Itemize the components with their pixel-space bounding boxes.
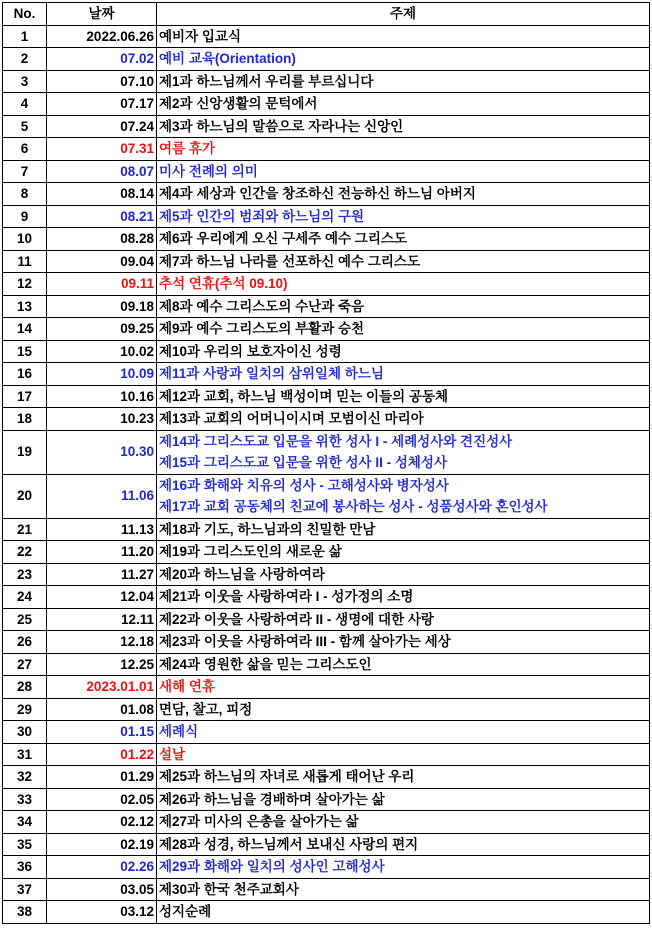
topic-text: 제26과 하느님을 경배하며 살아가는 삶 [159, 791, 385, 807]
table-row [3, 318, 650, 341]
topic-text: 제15과 그리스도교 입문을 위한 성사 II - 성체성사 [159, 455, 448, 470]
row-date: 2023.01.01 [47, 676, 157, 699]
topic-text: 예비 교육(Orientation) [159, 51, 296, 66]
row-number: 24 [3, 586, 47, 609]
row-topic [157, 698, 650, 721]
row-number: 35 [3, 833, 47, 856]
row-topic [157, 586, 650, 609]
row-date: 03.12 [47, 901, 157, 924]
row-number: 30 [3, 721, 47, 744]
row-topic [157, 563, 650, 586]
row-topic [157, 901, 650, 924]
row-topic [157, 653, 650, 676]
row-date: 07.17 [47, 93, 157, 116]
table-row [3, 273, 650, 296]
header-topic: 주제 [157, 3, 650, 26]
row-number: 22 [3, 541, 47, 564]
row-number: 33 [3, 788, 47, 811]
table-row [3, 541, 650, 564]
topic-text: 제19과 그리스도인의 새로운 삶 [159, 544, 342, 559]
row-number: 3 [3, 70, 47, 93]
row-number: 37 [3, 878, 47, 901]
table-row [3, 518, 650, 541]
row-number: 4 [3, 93, 47, 116]
table-row [3, 698, 650, 721]
header-row [3, 3, 650, 26]
row-number: 19 [3, 430, 47, 474]
table-row [3, 250, 650, 273]
table-row [3, 205, 650, 228]
row-number: 23 [3, 563, 47, 586]
row-date: 11.06 [47, 474, 157, 518]
row-topic [157, 115, 650, 138]
row-date: 2022.06.26 [47, 25, 157, 48]
row-number: 32 [3, 766, 47, 789]
row-topic [157, 273, 650, 296]
row-topic [157, 295, 650, 318]
row-topic [157, 833, 650, 856]
row-date: 02.26 [47, 856, 157, 879]
row-number: 12 [3, 273, 47, 296]
row-date: 07.10 [47, 70, 157, 93]
row-date: 08.07 [47, 160, 157, 183]
topic-text: 제21과 이웃을 사랑하여라 I - 성가정의 소명 [159, 589, 414, 604]
table-row [3, 430, 650, 474]
row-date: 01.22 [47, 743, 157, 766]
topic-text: 제14과 그리스도교 입문을 위한 성사 I - 세례성사와 견진성사 [159, 433, 513, 449]
row-date: 12.25 [47, 653, 157, 676]
row-date: 09.04 [47, 250, 157, 273]
row-topic [157, 766, 650, 789]
topic-text: 제29과 화해와 일치의 성사인 고해성사 [159, 859, 385, 874]
row-topic [157, 541, 650, 564]
row-number: 7 [3, 160, 47, 183]
row-topic [157, 608, 650, 631]
row-date: 02.19 [47, 833, 157, 856]
row-topic [157, 48, 650, 71]
row-date: 11.20 [47, 541, 157, 564]
row-date: 11.27 [47, 563, 157, 586]
row-topic [157, 474, 650, 518]
topic-text: 새해 연휴 [159, 679, 215, 694]
row-number: 10 [3, 228, 47, 251]
topic-text: 미사 전례의 의미 [159, 163, 258, 179]
row-topic [157, 721, 650, 744]
table-row [3, 721, 650, 744]
row-number: 20 [3, 474, 47, 518]
schedule-rows [3, 25, 650, 923]
row-date: 10.02 [47, 340, 157, 363]
row-number: 2 [3, 48, 47, 71]
row-number: 14 [3, 318, 47, 341]
table-row [3, 586, 650, 609]
topic-text: 제7과 하느님 나라를 선포하신 예수 그리스도 [159, 253, 420, 269]
row-topic [157, 340, 650, 363]
table-row [3, 901, 650, 924]
topic-text: 제16과 화해와 치유의 성사 - 고해성사와 병자성사 [159, 477, 449, 493]
table-row [3, 878, 650, 901]
topic-text: 설날 [159, 746, 186, 762]
row-date: 07.24 [47, 115, 157, 138]
table-row [3, 766, 650, 789]
row-number: 29 [3, 698, 47, 721]
topic-text: 제17과 교회 공동체의 친교에 봉사하는 성사 - 성품성사와 혼인성사 [159, 499, 548, 514]
row-topic [157, 183, 650, 206]
table-row [3, 70, 650, 93]
table-row [3, 295, 650, 318]
row-number: 28 [3, 676, 47, 699]
row-topic [157, 70, 650, 93]
topic-text: 제1과 하느님께서 우리를 부르십니다 [159, 73, 374, 89]
table-row [3, 563, 650, 586]
topic-text: 제4과 세상과 인간을 창조하신 전능하신 하느님 아버지 [159, 186, 476, 201]
row-date: 01.08 [47, 698, 157, 721]
table-row [3, 138, 650, 161]
row-number: 21 [3, 518, 47, 541]
topic-text: 제6과 우리에게 오신 구세주 예수 그리스도 [159, 231, 407, 246]
topic-text: 제11과 사랑과 일치의 삼위일체 하느님 [159, 366, 384, 381]
table-row [3, 833, 650, 856]
row-topic [157, 676, 650, 699]
table-row [3, 676, 650, 699]
topic-text: 성지순례 [159, 904, 212, 919]
row-number: 36 [3, 856, 47, 879]
row-topic [157, 228, 650, 251]
row-number: 9 [3, 205, 47, 228]
topic-text: 제22과 이웃을 사랑하여라 II - 생명에 대한 사랑 [159, 611, 434, 627]
row-topic [157, 363, 650, 386]
row-topic [157, 811, 650, 834]
table-row [3, 856, 650, 879]
row-date: 01.29 [47, 766, 157, 789]
topic-text: 제18과 기도, 하느님과의 친밀한 만남 [159, 521, 376, 537]
row-number: 6 [3, 138, 47, 161]
table-row [3, 340, 650, 363]
table-row [3, 160, 650, 183]
topic-text: 제27과 미사의 은총을 살아가는 삶 [159, 814, 359, 829]
row-date: 01.15 [47, 721, 157, 744]
row-topic [157, 250, 650, 273]
row-topic [157, 743, 650, 766]
topic-text: 제2과 신앙생활의 문턱에서 [159, 96, 318, 111]
row-number: 34 [3, 811, 47, 834]
topic-text: 제28과 성경, 하느님께서 보내신 사랑의 편지 [159, 836, 419, 852]
row-date: 02.12 [47, 811, 157, 834]
row-date: 11.13 [47, 518, 157, 541]
row-number: 25 [3, 608, 47, 631]
table-row [3, 183, 650, 206]
row-topic [157, 430, 650, 474]
row-topic [157, 408, 650, 431]
row-number: 27 [3, 653, 47, 676]
row-number: 15 [3, 340, 47, 363]
topic-text: 면담, 찰고, 피정 [159, 701, 253, 717]
row-topic [157, 25, 650, 48]
table-row [3, 408, 650, 431]
table-row [3, 788, 650, 811]
table-row [3, 93, 650, 116]
row-topic [157, 788, 650, 811]
row-date: 09.18 [47, 295, 157, 318]
table-row [3, 608, 650, 631]
row-topic [157, 631, 650, 654]
table-row [3, 653, 650, 676]
table-row [3, 115, 650, 138]
row-number: 31 [3, 743, 47, 766]
row-topic [157, 138, 650, 161]
row-date: 03.05 [47, 878, 157, 901]
row-number: 1 [3, 25, 47, 48]
row-date: 08.14 [47, 183, 157, 206]
table-row [3, 25, 650, 48]
topic-text: 제12과 교회, 하느님 백성이며 믿는 이들의 공동체 [159, 388, 449, 404]
table-row [3, 228, 650, 251]
row-topic [157, 205, 650, 228]
row-number: 8 [3, 183, 47, 206]
topic-text: 여름 휴가 [159, 141, 215, 156]
table-row [3, 743, 650, 766]
topic-text: 제30과 한국 천주교회사 [159, 881, 299, 897]
row-date: 07.31 [47, 138, 157, 161]
row-number: 11 [3, 250, 47, 273]
topic-text: 제8과 예수 그리스도의 수난과 죽음 [159, 298, 365, 314]
row-topic [157, 518, 650, 541]
row-date: 09.11 [47, 273, 157, 296]
topic-text: 제24과 영원한 삶을 믿는 그리스도인 [159, 656, 372, 672]
table-row [3, 385, 650, 408]
row-topic [157, 878, 650, 901]
row-number: 26 [3, 631, 47, 654]
topic-text: 예비자 입교식 [159, 28, 241, 44]
row-date: 10.30 [47, 430, 157, 474]
table-row [3, 631, 650, 654]
topic-text: 제10과 우리의 보호자이신 성령 [159, 343, 342, 359]
topic-text: 제5과 인간의 범죄와 하느님의 구원 [159, 208, 365, 224]
row-topic [157, 856, 650, 879]
topic-text: 제9과 예수 그리스도의 부활과 승천 [159, 321, 365, 336]
row-date: 02.05 [47, 788, 157, 811]
topic-text: 추석 연휴(추석 09.10) [159, 276, 288, 291]
schedule-table [2, 2, 650, 924]
table-row [3, 811, 650, 834]
row-number: 17 [3, 385, 47, 408]
row-date: 08.21 [47, 205, 157, 228]
row-date: 09.25 [47, 318, 157, 341]
row-number: 18 [3, 408, 47, 431]
topic-text: 제3과 하느님의 말씀으로 자라나는 신앙인 [159, 118, 404, 134]
row-date: 07.02 [47, 48, 157, 71]
topic-text: 세례식 [159, 724, 199, 739]
row-date: 12.11 [47, 608, 157, 631]
row-date: 08.28 [47, 228, 157, 251]
header-date: 날짜 [47, 3, 157, 26]
table-row [3, 474, 650, 518]
row-topic [157, 385, 650, 408]
topic-text: 제23과 이웃을 사랑하여라 III - 함께 살아가는 세상 [159, 634, 451, 649]
row-date: 10.23 [47, 408, 157, 431]
row-number: 13 [3, 295, 47, 318]
row-number: 38 [3, 901, 47, 924]
topic-text: 제13과 교회의 어머니이시며 모범이신 마리아 [159, 411, 424, 426]
row-number: 5 [3, 115, 47, 138]
table-row [3, 48, 650, 71]
row-date: 12.18 [47, 631, 157, 654]
row-date: 10.09 [47, 363, 157, 386]
topic-text: 제25과 하느님의 자녀로 새롭게 태어난 우리 [159, 769, 415, 784]
row-date: 12.04 [47, 586, 157, 609]
table-row [3, 363, 650, 386]
row-date: 10.16 [47, 385, 157, 408]
row-number: 16 [3, 363, 47, 386]
topic-text: 제20과 하느님을 사랑하여라 [159, 566, 325, 582]
row-topic [157, 93, 650, 116]
row-topic [157, 318, 650, 341]
row-topic [157, 160, 650, 183]
header-no: No. [3, 3, 47, 26]
